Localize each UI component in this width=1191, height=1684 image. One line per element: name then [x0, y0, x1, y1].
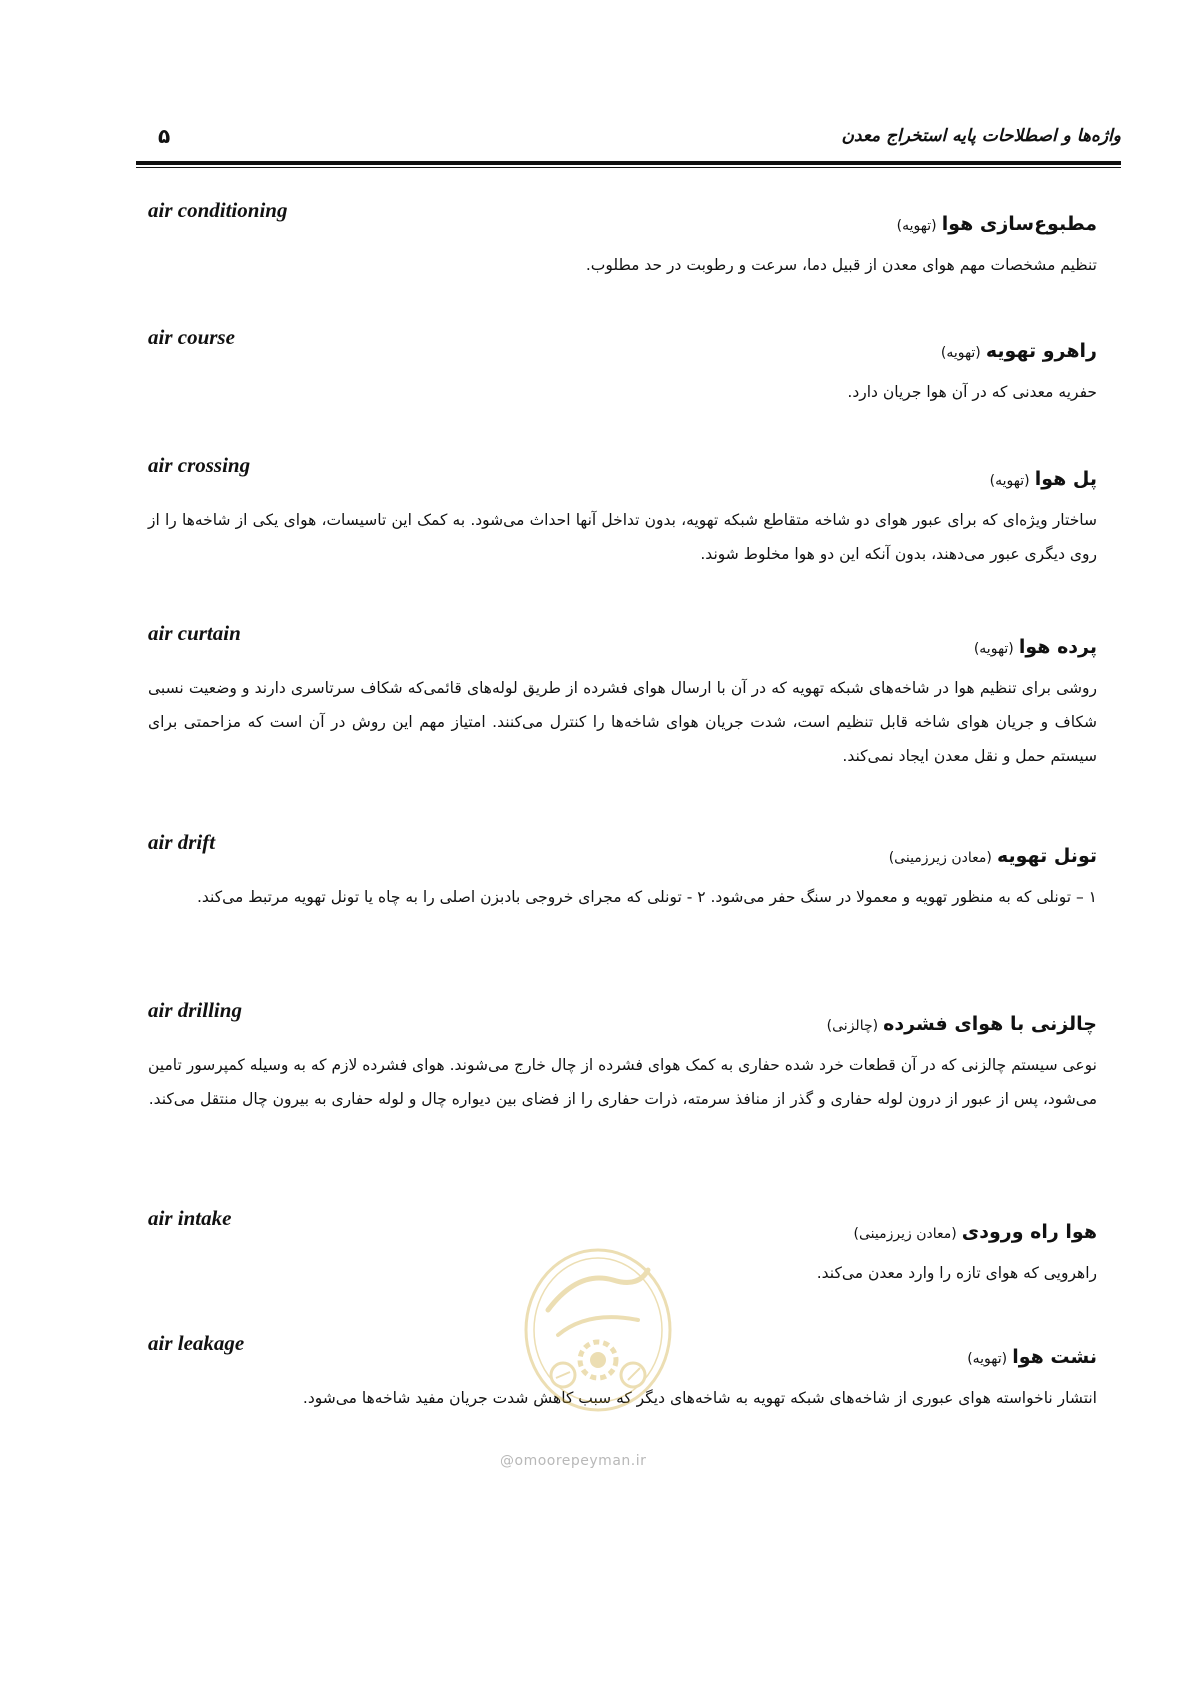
- category-label: (تهویه): [989, 473, 1030, 489]
- english-term: air curtain: [148, 621, 241, 645]
- persian-term: راهرو تهویه: [985, 340, 1097, 362]
- page-number: ۵: [158, 124, 171, 148]
- category-label: (تهویه): [967, 1351, 1008, 1367]
- english-term: air leakage: [148, 1331, 245, 1355]
- definition: راهرویی که هوای تازه را وارد معدن می‌کند.: [816, 1264, 1097, 1282]
- persian-term: پرده هوا: [1018, 636, 1097, 658]
- persian-term: نشت هوا: [1012, 1346, 1097, 1368]
- definition: ساختار ویژه‌ای که برای عبور هوای دو شاخه متقاطع شبکه تهویه، بدون تداخل آنها احداث می‌شود. به کمک این تاسیسات، هوای یکی از شاخه‌ها را از روی دیگری عبور می‌دهند، بدون آنکه این دو هوا مخلوط شوند.: [148, 511, 1097, 563]
- persian-heading: [990, 468, 1097, 490]
- persian-heading: [974, 636, 1097, 658]
- watermark-url: @omoorepeyman.ir: [500, 1453, 647, 1469]
- definition: انتشار ناخواسته هوای عبوری از شاخه‌های شبکه تهویه به شاخه‌های دیگر که سبب کاهش شدت جریان مفید شاخه‌ها می‌شود.: [302, 1389, 1097, 1407]
- header-rule: [136, 161, 1121, 165]
- persian-term: مطبوع‌سازی هوا: [941, 213, 1097, 235]
- definition: ۱ – تونلی که به منظور تهویه و معمولا در سنگ حفر می‌شود. ۲ - تونلی که مجرای خروجی بادبزن اصلی را به چاه یا تونل تهویه مرتبط می‌کند.: [196, 888, 1097, 906]
- english-term: air drilling: [148, 998, 242, 1022]
- persian-heading: [897, 213, 1097, 235]
- category-label: (تهویه): [896, 218, 937, 234]
- english-term: air crossing: [148, 453, 251, 477]
- definition: روشی برای تنظیم هوا در شاخه‌های شبکه تهویه که در آن با ارسال هوای فشرده از طریق لوله‌های قائمی‌که شکاف سرتاسری دارند و وضعیت نسبی شکاف و جریان هوای شاخه قابل تنظیم است، شدت جریان هوای شاخه‌ها را کنترل می‌کنند. امتیاز مهم این روش در آن است که مزاحمتی برای سیستم حمل و نقل معدن ایجاد نمی‌کند.: [148, 679, 1097, 765]
- definition: تنظیم مشخصات مهم هوای معدن از قبیل دما، سرعت و رطوبت در حد مطلوب.: [585, 256, 1097, 274]
- english-term: air conditioning: [148, 198, 288, 222]
- category-label: (معادن زیرزمینی): [888, 850, 992, 866]
- category-label: (معادن زیرزمینی): [853, 1226, 957, 1242]
- persian-heading: [941, 340, 1097, 362]
- persian-term: پل هوا: [1034, 468, 1097, 490]
- definition: نوعی سیستم چالزنی که در آن قطعات خرد شده حفاری به کمک هوای فشرده از چال خارج می‌شوند. هوای فشرده لازم که به وسیله کمپرسور تامین می‌شود، پس از عبور از درون لوله حفاری و گذر از منافذ سرمته، ذرات حفاری را از فضای بین دیواره چال و لوله حفاری به بیرون چال منتقل می‌کند.: [148, 1056, 1097, 1108]
- category-label: (چالزنی): [826, 1018, 879, 1034]
- category-label: (تهویه): [973, 641, 1014, 657]
- watermark-logo: [518, 1240, 678, 1415]
- english-term: air drift: [148, 830, 216, 854]
- english-term: air course: [148, 325, 235, 349]
- running-header-title: واژه‌ها و اصطلاحات پایه استخراج معدن: [841, 126, 1121, 146]
- header-rule-thin: [136, 167, 1121, 168]
- persian-term: چالزنی با هوای فشرده: [883, 1013, 1097, 1035]
- english-term: air intake: [148, 1206, 232, 1230]
- persian-term: هوا راه ورودی: [961, 1221, 1097, 1243]
- definition: حفریه معدنی که در آن هوا جریان دارد.: [847, 383, 1097, 401]
- persian-heading: [827, 1013, 1097, 1035]
- persian-term: تونل تهویه: [996, 845, 1097, 867]
- persian-heading: [889, 845, 1097, 867]
- persian-heading: [854, 1221, 1097, 1243]
- category-label: (تهویه): [940, 345, 981, 361]
- persian-heading: [967, 1346, 1097, 1368]
